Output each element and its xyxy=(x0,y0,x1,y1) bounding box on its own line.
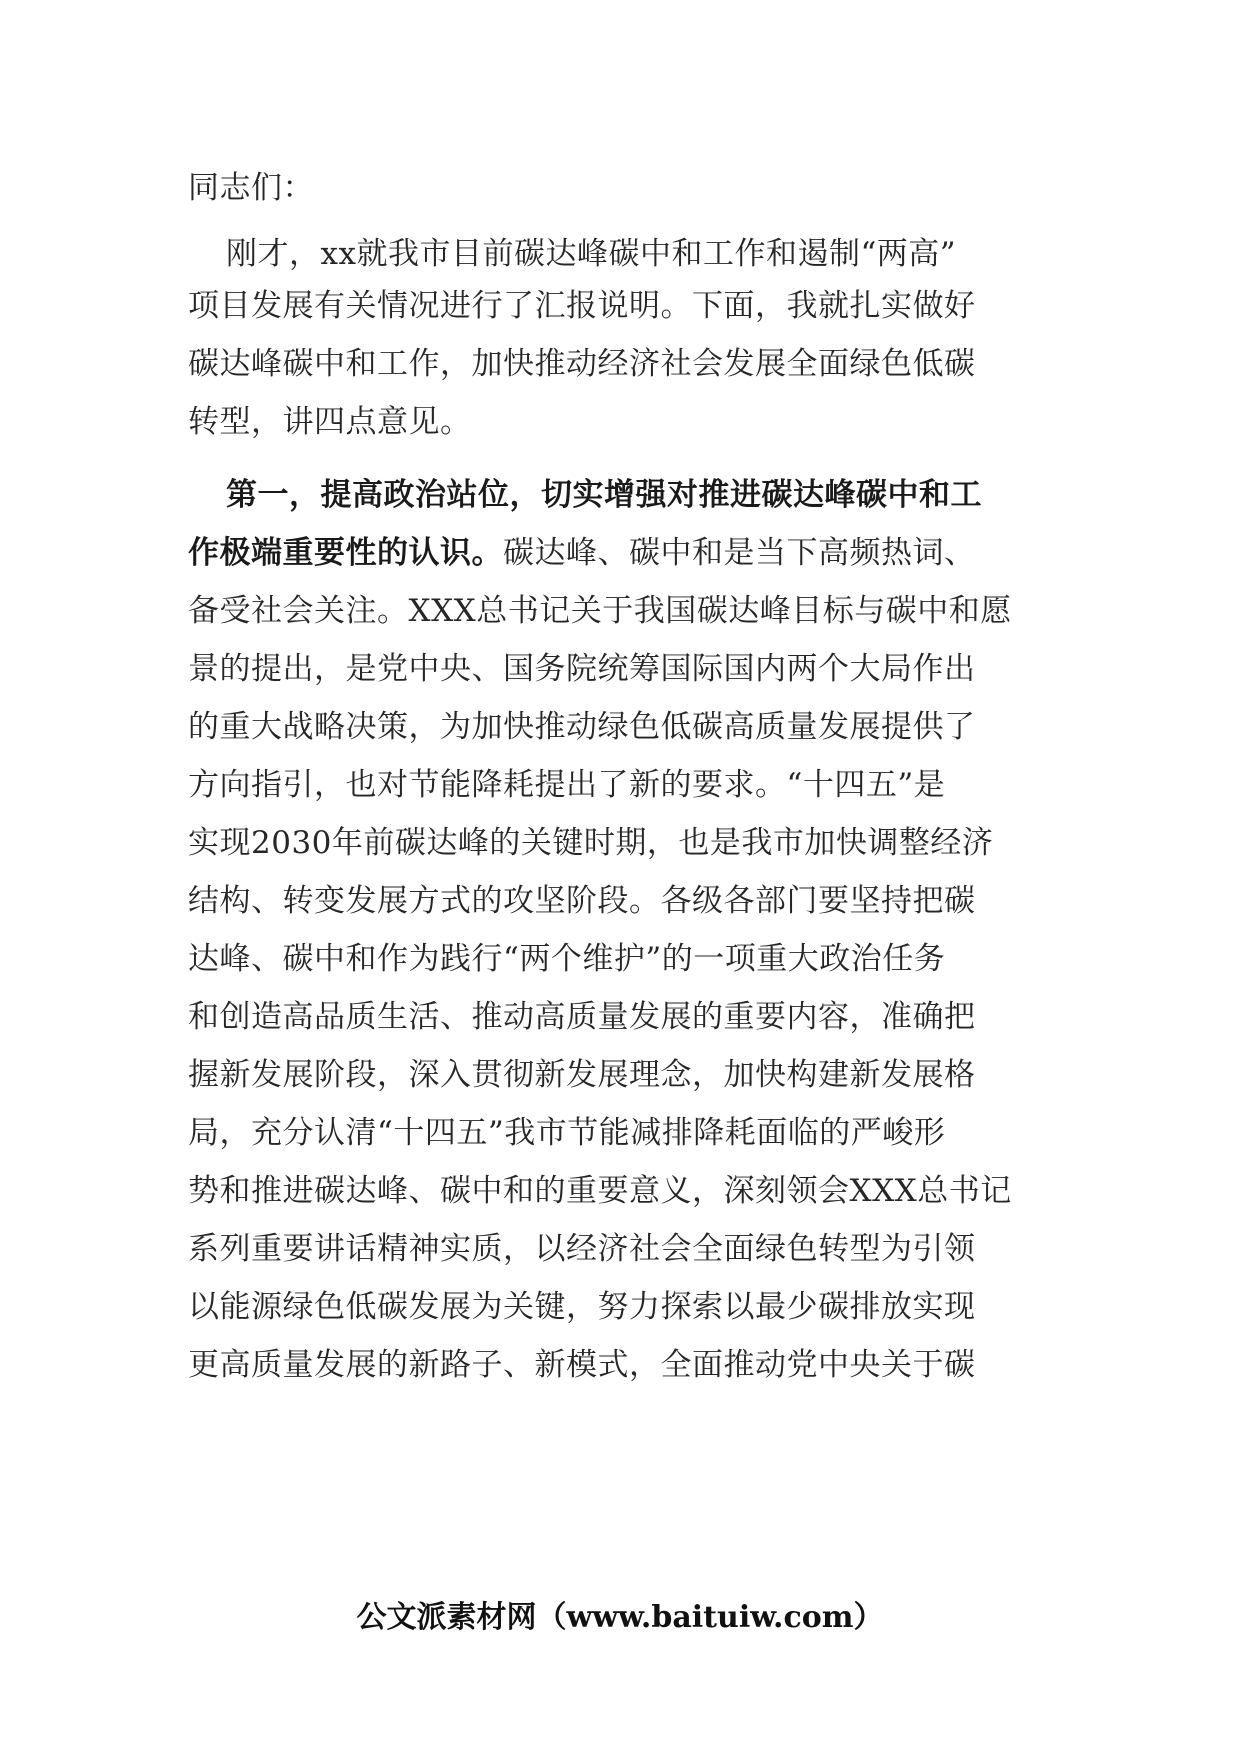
paragraph-2-line-14: 以能源绿色低碳发展为关键，努力探索以最少碳排放实现 xyxy=(188,1289,976,1325)
footer-watermark-text: 公文派素材网（www.baituiw.com） xyxy=(356,1600,884,1635)
paragraph-1-line-3: 碳达峰碳中和工作，加快推动经济社会发展全面绿色低碳 xyxy=(188,346,976,382)
paragraph-2-heading-line-1: 第一，提高政治站位，切实增强对推进碳达峰碳中和工 xyxy=(226,477,982,513)
paragraph-1-line-2: 项目发展有关情况进行了汇报说明。下面，我就扎实做好 xyxy=(188,288,976,324)
paragraph-2-line-3: 景的提出，是党中央、国务院统筹国际国内两个大局作出 xyxy=(188,651,976,687)
paragraph-2-line-2: 备受社会关注。XXX总书记关于我国碳达峰目标与碳中和愿 xyxy=(188,593,1012,629)
paragraph-2-line-4: 的重大战略决策，为加快推动绿色低碳高质量发展提供了 xyxy=(188,709,976,745)
paragraph-2-line-12: 势和推进碳达峰、碳中和的重要意义，深刻领会XXX总书记 xyxy=(188,1173,1012,1209)
paragraph-2-line-9: 和创造高品质生活、推动高质量发展的重要内容，准确把 xyxy=(188,999,976,1035)
paragraph-2-line-1 xyxy=(188,531,1068,575)
paragraph-1-line-4: 转型，讲四点意见。 xyxy=(188,404,472,440)
paragraph-2-line-8: 达峰、碳中和作为践行“两个维护”的一项重大政治任务 xyxy=(188,941,946,977)
paragraph-2-text-line-1: 碳达峰、碳中和是当下高频热词、 xyxy=(503,535,976,571)
paragraph-2-line-5: 方向指引，也对节能降耗提出了新的要求。“十四五”是 xyxy=(188,767,946,803)
paragraph-2-heading-line-2: 作极端重要性的认识。 xyxy=(188,535,503,571)
paragraph-2-line-13: 系列重要讲话精神实质，以经济社会全面绿色转型为引领 xyxy=(188,1231,976,1267)
paragraph-2-line-7: 结构、转变发展方式的攻坚阶段。各级各部门要坚持把碳 xyxy=(188,883,976,919)
paragraph-1-line-1: 刚才，xx就我市目前碳达峰碳中和工作和遏制“两高” xyxy=(226,236,957,272)
paragraph-2-line-11: 局，充分认清“十四五”我市节能减排降耗面临的严峻形 xyxy=(188,1115,946,1151)
paragraph-2-line-10: 握新发展阶段，深入贯彻新发展理念，加快构建新发展格 xyxy=(188,1057,976,1093)
paragraph-2-line-6: 实现2030年前碳达峰的关键时期，也是我市加快调整经济 xyxy=(188,825,994,861)
salutation: 同志们： xyxy=(188,170,314,206)
paragraph-2-line-15: 更高质量发展的新路子、新模式，全面推动党中央关于碳 xyxy=(188,1347,976,1383)
